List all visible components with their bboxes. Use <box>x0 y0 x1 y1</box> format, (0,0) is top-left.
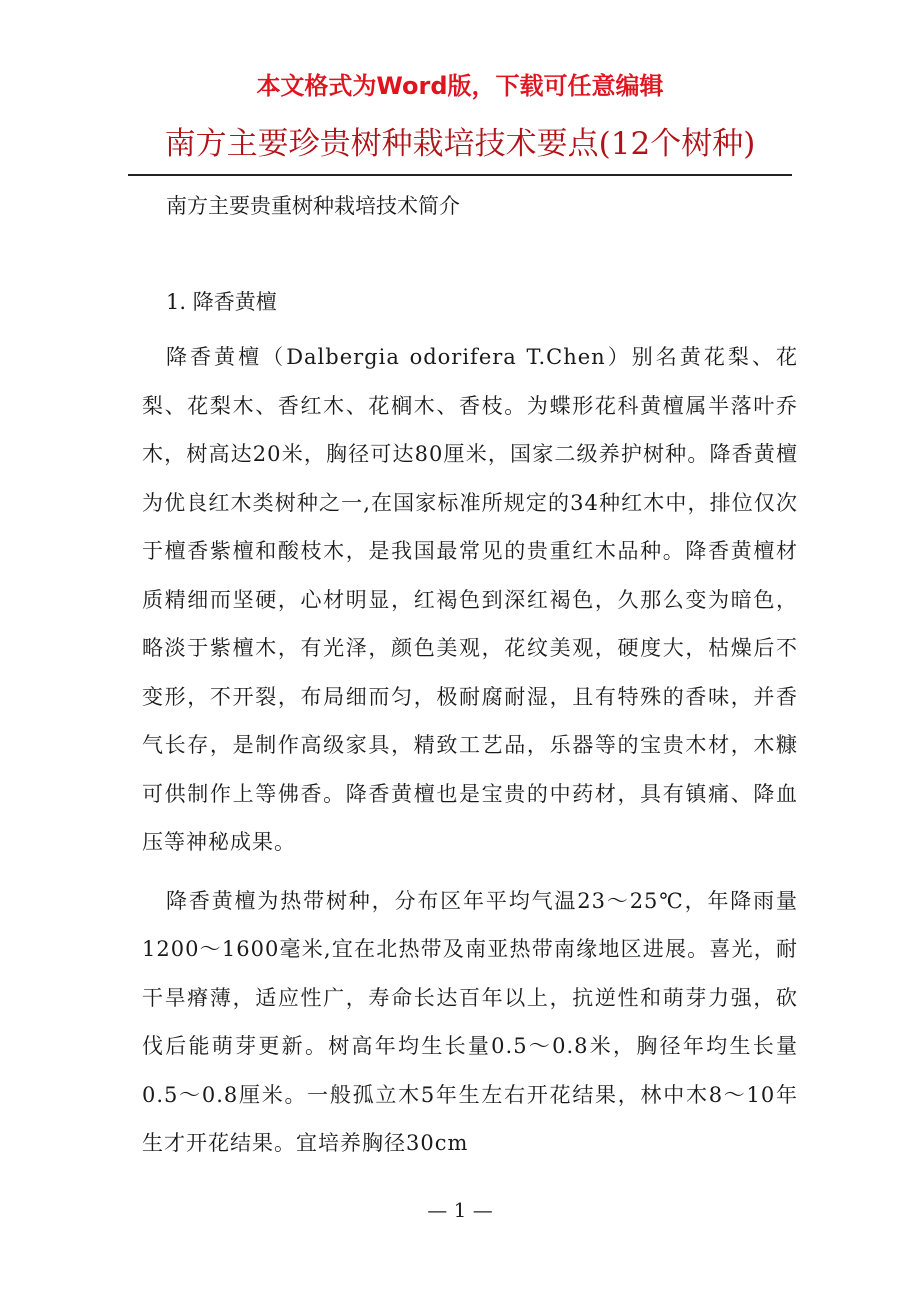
title-divider <box>128 174 792 176</box>
paragraph: 降香黄檀（Dalbergia odorifera T.Chen）别名黄花梨、花梨、花梨木、香红木、花榈木、香枝。为蝶形花科黄檀属半落叶乔木，树高达20米，胸径可达80厘米，国家二级养护树种。降香黄檀为优良红木类树种之一,在国家标准所规定的34种红木中，排位仅次于檀香紫檀和酸枝木，是我国最常见的贵重红木品种。降香黄檀材质精细而坚硬，心材明显，红褐色到深红褐色，久那么变为暗色，略淡于紫檀木，有光泽，颜色美观，花纹美观，硬度大，枯燥后不变形，不开裂，布局细而匀，极耐腐耐湿，且有特殊的香味，并香气长存，是制作高级家具，精致工艺品，乐器等的宝贵木材，木糠可供制作上等佛香。降香黄檀也是宝贵的中药材，具有镇痛、降血压等神秘成果。 <box>142 345 798 854</box>
document-subtitle: 南方主要贵重树种栽培技术简介 <box>166 194 460 218</box>
section-heading: 1. 降香黄檀 <box>166 290 277 314</box>
body-text <box>142 333 798 1178</box>
page-number: — 1 — <box>427 1198 493 1222</box>
paragraph: 降香黄檀为热带树种，分布区年平均气温23～25℃，年降雨量1200～1600毫米,宜在北热带及南亚热带南缘地区进展。喜光，耐干旱瘠薄，适应性广，寿命长达百年以上，抗逆性和萌芽力强，砍伐后能萌芽更新。树高年均生长量0.5～0.8米，胸径年均生长量0.5～0.8厘米。一般孤立木5年生左右开花结果，林中木8～10年生才开花结果。宜培养胸径30cm <box>142 888 798 1155</box>
document-title: 南方主要珍贵树种栽培技术要点(12个树种) <box>164 126 756 162</box>
download-banner: 本文格式为Word版，下载可任意编辑 <box>256 72 664 100</box>
